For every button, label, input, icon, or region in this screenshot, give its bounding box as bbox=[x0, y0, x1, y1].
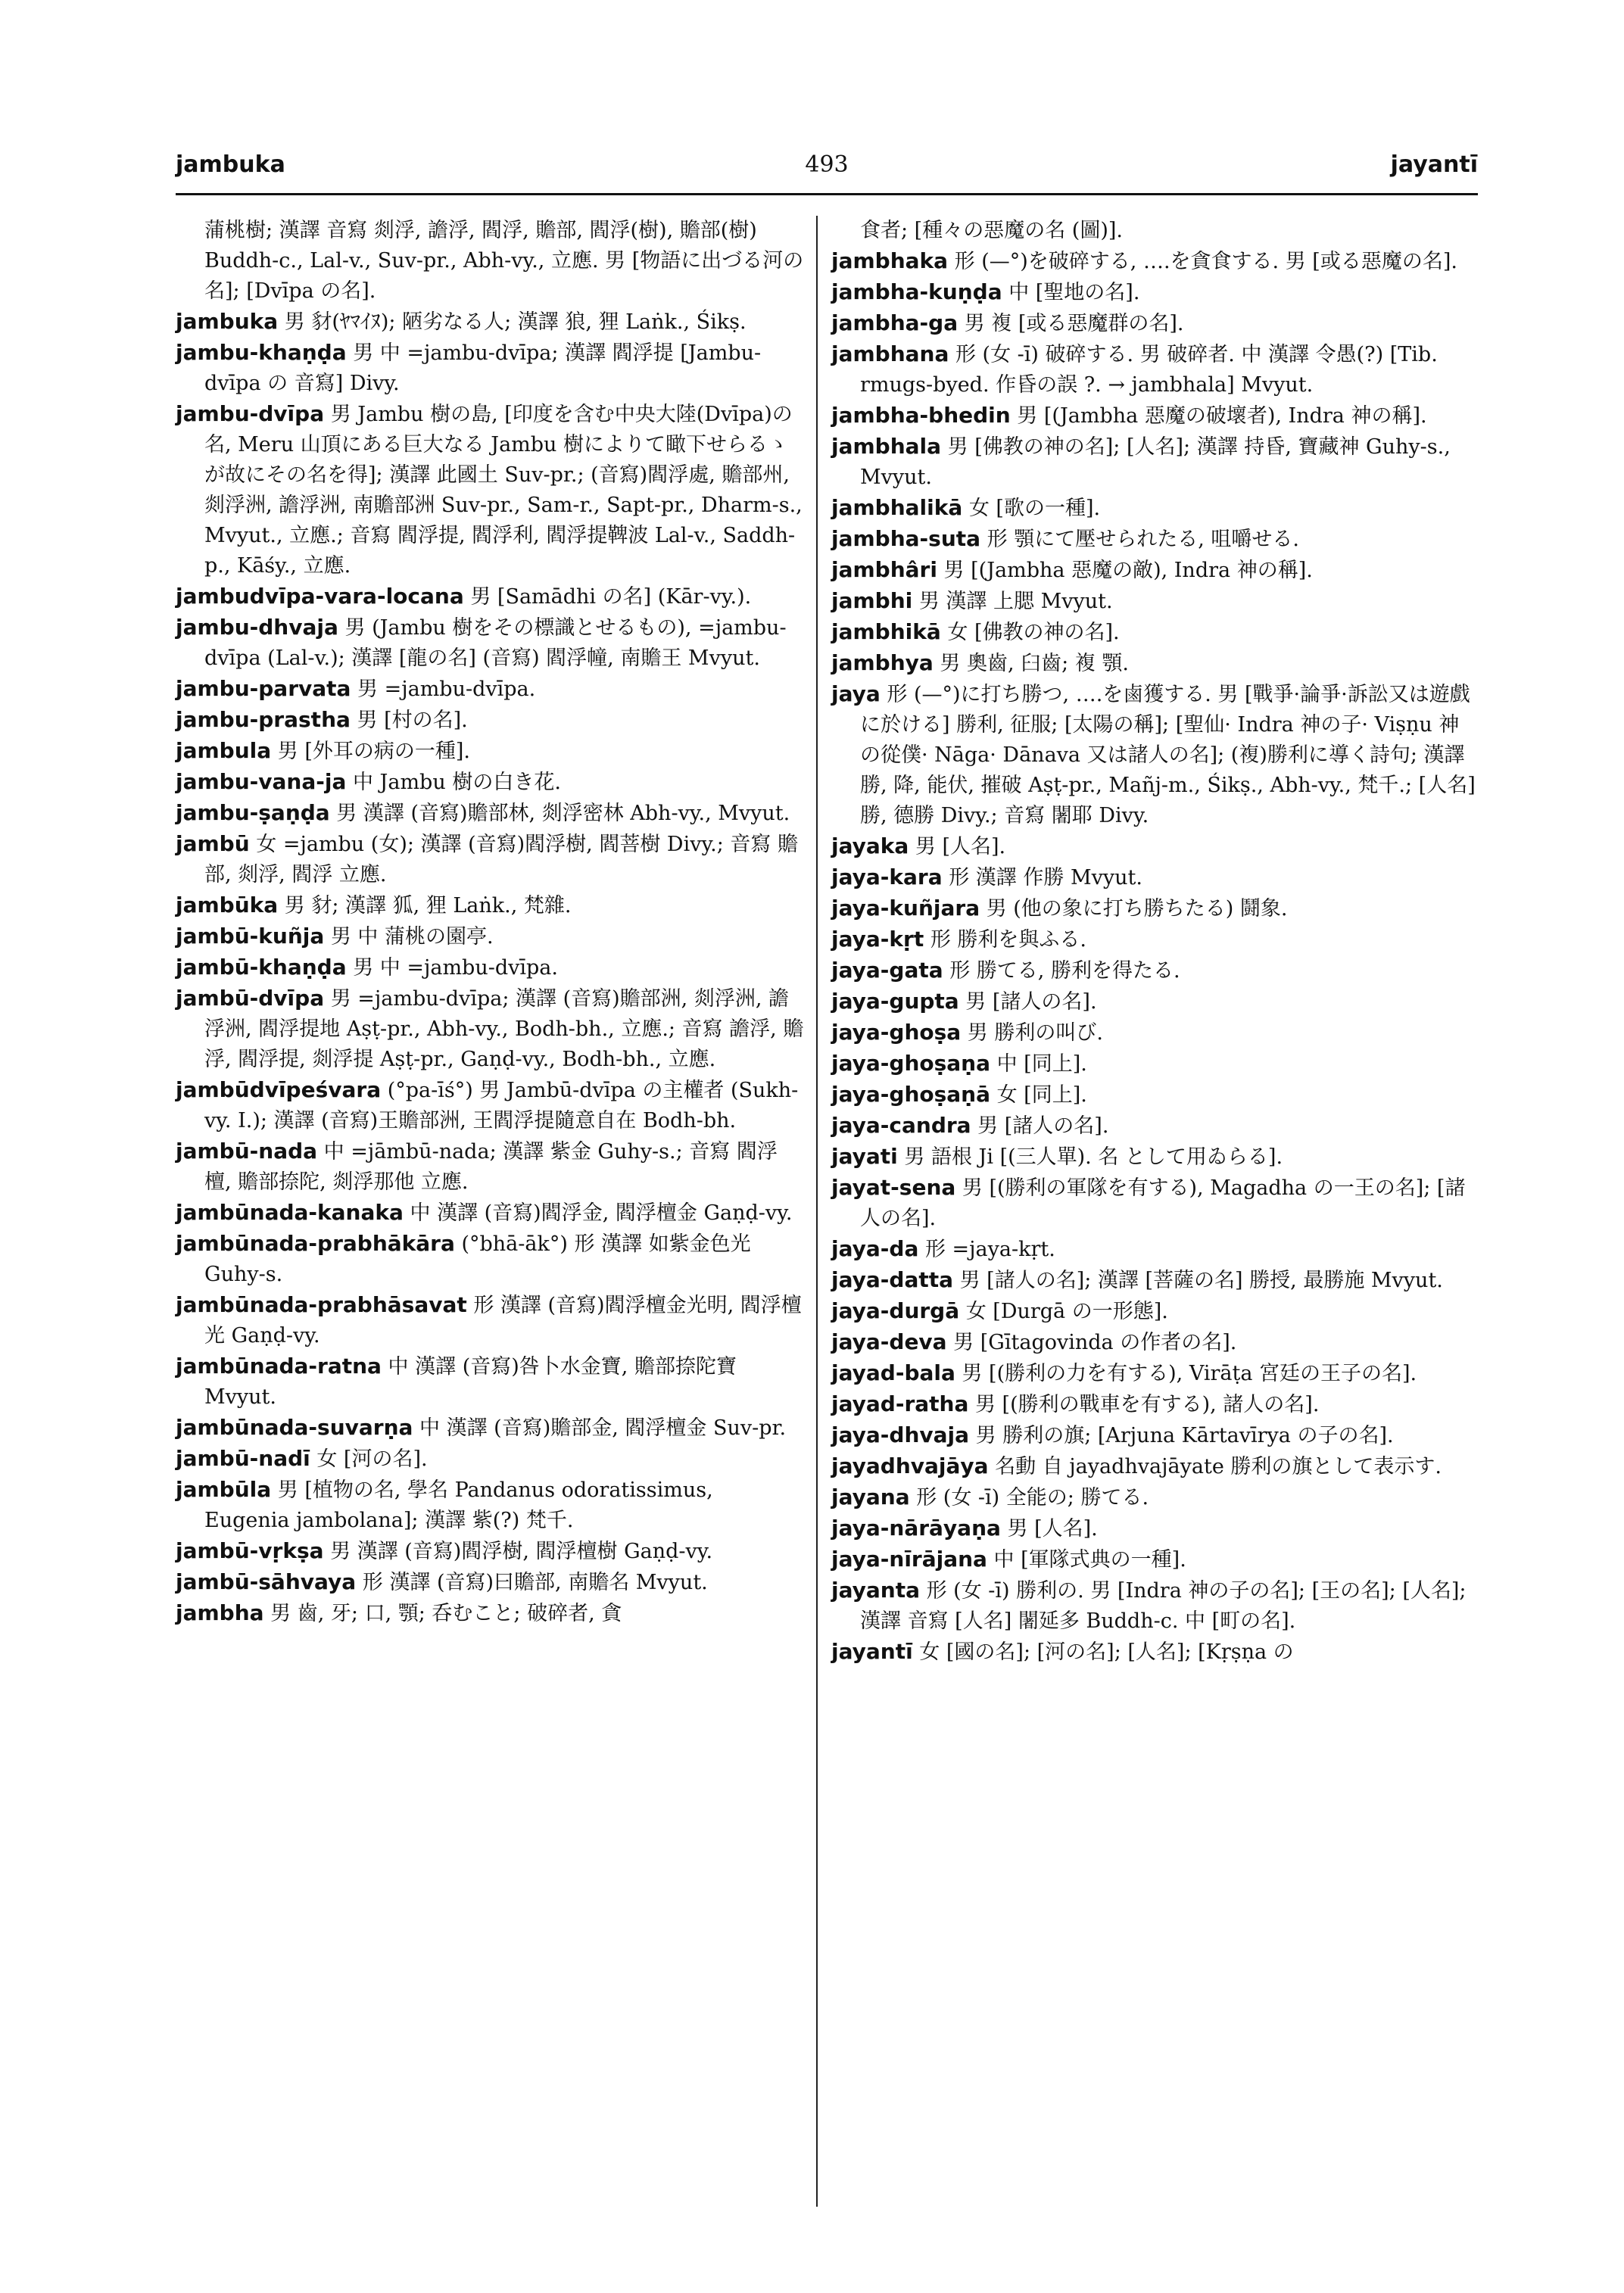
dictionary-entry bbox=[831, 1327, 1479, 1358]
entry-headword: jambūnada-ratna bbox=[176, 1354, 382, 1379]
dictionary-entry bbox=[176, 1136, 804, 1198]
dictionary-entry bbox=[831, 1173, 1479, 1234]
entry-definition: 中 =jāmbū-nada; 漢譯 紫金 Guhy-s.; 音寫 閻浮檀, 贍部捺陀, 剡浮那他 立應. bbox=[204, 1140, 778, 1194]
entry-definition: 形 漢譯 (音寫)閻浮檀金光明, 閻浮檀光 Gaṇḍ-vy. bbox=[204, 1294, 802, 1347]
dictionary-entry bbox=[831, 1142, 1479, 1173]
entry-headword: jambu-vana-ja bbox=[176, 769, 347, 794]
running-head-right: jayantī bbox=[1390, 151, 1478, 178]
entry-headword: jambu-dvīpa bbox=[176, 401, 325, 426]
dictionary-entry bbox=[831, 246, 1479, 277]
entry-headword: jambhi bbox=[831, 588, 913, 613]
entry-definition: 男 [人名]. bbox=[1007, 1517, 1098, 1541]
entry-headword: jayaka bbox=[831, 833, 909, 858]
entry-definition: 男 漢譯 上腮 Mvyut. bbox=[918, 590, 1113, 613]
entry-headword: jambu-khaṇḍa bbox=[176, 340, 347, 365]
entry-headword: jaya-durgā bbox=[831, 1298, 960, 1323]
entry-headword: jambū bbox=[176, 831, 250, 856]
dictionary-entry bbox=[176, 952, 804, 983]
entry-headword: jayadhvajāya bbox=[831, 1453, 989, 1478]
entry-headword: jaya-deva bbox=[831, 1329, 947, 1354]
entry-definition: 男 複 [或る惡魔群の名]. bbox=[964, 312, 1184, 335]
entry-definition: 男 [人名]. bbox=[915, 835, 1006, 858]
entry-headword: jambūnada-prabhāsavat bbox=[176, 1292, 467, 1317]
entry-headword: jambhana bbox=[831, 341, 949, 366]
entry-headword: jaya-gata bbox=[831, 958, 943, 983]
entry-headword: jambha bbox=[176, 1600, 264, 1625]
header-rule bbox=[176, 193, 1478, 195]
dictionary-entry bbox=[831, 893, 1479, 924]
dictionary-entry bbox=[831, 1111, 1479, 1142]
entry-headword: jambūla bbox=[176, 1477, 272, 1502]
dictionary-entry bbox=[831, 1575, 1479, 1637]
entry-headword: jambūdvīpeśvara bbox=[176, 1077, 382, 1102]
entry-definition: 男 [(Jambha 惡魔の破壞者), Indra 神の稱]. bbox=[1017, 404, 1427, 428]
dictionary-entry bbox=[176, 307, 804, 338]
dictionary-entry bbox=[176, 1567, 804, 1598]
entry-definition: 男 [Gītagovinda の作者の名]. bbox=[953, 1331, 1237, 1354]
entry-definition: 形 (—°)を破碎する, ….を貪食する. 男 [或る惡魔の名]. bbox=[954, 250, 1457, 273]
entry-headword: jambūnada-suvarṇa bbox=[176, 1415, 413, 1440]
dictionary-entry bbox=[176, 890, 804, 921]
dictionary-entry bbox=[831, 586, 1479, 617]
left-column bbox=[176, 216, 804, 1629]
dictionary-entry bbox=[831, 493, 1479, 524]
dictionary-entry bbox=[176, 767, 804, 798]
dictionary-entry bbox=[831, 679, 1479, 831]
dictionary-entry bbox=[831, 1048, 1479, 1080]
entry-definition: 中 [同上]. bbox=[996, 1052, 1087, 1076]
entry-definition: 男 =jambu-dvīpa; 漢譯 (音寫)贍部洲, 剡浮洲, 譫浮洲, 閻浮提地 Aṣṭ-pr., Abh-vy., Bodh-bh., 立應.; 音寫 譫浮, 贍浮, 閻浮提, 剡浮提 Aṣṭ-pr., Gaṇḍ-vy., Bodh-bh., 立應. bbox=[204, 987, 804, 1071]
entry-headword: jaya-ghoṣa bbox=[831, 1020, 962, 1045]
dictionary-entry bbox=[831, 308, 1479, 339]
dictionary-entry bbox=[176, 216, 804, 307]
dictionary-entry bbox=[831, 1637, 1479, 1668]
dictionary-entry bbox=[831, 955, 1479, 986]
entry-definition: 男 勝利の叫び. bbox=[967, 1021, 1103, 1045]
entry-headword: jayati bbox=[831, 1144, 898, 1169]
entry-headword: jaya-ghoṣaṇa bbox=[831, 1051, 990, 1076]
entry-definition: 男 [佛教の神の名]; [人名]; 漢譯 持昏, 寶藏神 Guhy-s., Mvyut. bbox=[860, 435, 1451, 489]
entry-definition: 男 中 蒲桃の園亭. bbox=[330, 925, 494, 949]
dictionary-entry bbox=[176, 1598, 804, 1629]
entry-definition: 男 [諸人の名]. bbox=[977, 1114, 1109, 1138]
entry-definition: 女 [國の名]; [河の名]; [人名]; [Kṛṣṇa の bbox=[919, 1640, 1294, 1664]
entry-definition: 女 [河の名]. bbox=[316, 1447, 428, 1471]
dictionary-entry bbox=[176, 1444, 804, 1475]
running-head-left: jambuka bbox=[176, 151, 285, 178]
entry-headword: jaya-datta bbox=[831, 1267, 953, 1292]
dictionary-entry bbox=[176, 1475, 804, 1536]
entry-definition: 形 漢譯 (音寫)曰贍部, 南贍名 Mvyut. bbox=[362, 1571, 708, 1594]
dictionary-entry bbox=[176, 798, 804, 829]
dictionary-entry bbox=[831, 831, 1479, 862]
entry-definition: 女 [同上]. bbox=[996, 1083, 1087, 1107]
dictionary-entry bbox=[176, 983, 804, 1075]
entry-headword: jambhala bbox=[831, 434, 942, 459]
dictionary-entry bbox=[176, 1290, 804, 1351]
entry-definition: 男 [諸人の名]. bbox=[965, 990, 1097, 1014]
dictionary-entry bbox=[831, 400, 1479, 431]
entry-definition: 形 勝てる, 勝利を得たる. bbox=[949, 959, 1180, 983]
entry-headword: jayanta bbox=[831, 1578, 920, 1603]
dictionary-entry bbox=[831, 924, 1479, 955]
page-header bbox=[176, 151, 1478, 189]
entry-headword: jambū-nada bbox=[176, 1139, 318, 1164]
entry-definition: 男 奧齒, 臼齒; 複 顎. bbox=[940, 652, 1129, 675]
entry-headword: jaya-gupta bbox=[831, 989, 959, 1014]
entry-definition: 男 =jambu-dvīpa. bbox=[357, 678, 536, 701]
entry-definition: 中 漢譯 (音寫)閻浮金, 閻浮檀金 Gaṇḍ-vy. bbox=[410, 1201, 793, 1225]
entry-headword: jambūka bbox=[176, 893, 279, 918]
entry-definition: 男 [(勝利の力を有する), Virāṭa 宮廷の王子の名]. bbox=[962, 1362, 1417, 1385]
entry-headword: jaya-kuñjara bbox=[831, 896, 980, 921]
entry-headword: jambu-dhvaja bbox=[176, 615, 338, 640]
entry-headword: jaya-kara bbox=[831, 865, 943, 889]
entry-headword: jambūnada-prabhākāra bbox=[176, 1231, 455, 1256]
entry-headword: jayad-bala bbox=[831, 1360, 955, 1385]
entry-definition: 形 勝利を與ふる. bbox=[930, 928, 1086, 952]
entry-headword: jambū-kuñja bbox=[176, 924, 325, 949]
dictionary-entry bbox=[831, 1296, 1479, 1327]
dictionary-entry bbox=[831, 524, 1479, 555]
entry-headword: jambuka bbox=[176, 309, 279, 334]
entry-definition: 男 [(Jambha 惡魔の敵), Indra 神の稱]. bbox=[943, 559, 1313, 582]
dictionary-entry bbox=[176, 1198, 804, 1229]
entry-headword: jambhya bbox=[831, 650, 934, 675]
entry-headword: jaya-ghoṣaṇā bbox=[831, 1082, 990, 1107]
dictionary-entry bbox=[176, 1536, 804, 1567]
entry-definition: 男 齒, 牙; 口, 顎; 呑むこと; 破碎者, 貪 bbox=[270, 1602, 622, 1625]
dictionary-entry bbox=[176, 1075, 804, 1136]
entry-definition: 中 [軍隊式典の一種]. bbox=[993, 1548, 1186, 1572]
entry-headword: jambū-vṛkṣa bbox=[176, 1538, 324, 1563]
entry-definition: 男 勝利の旗; [Arjuna Kārtavīrya の子の名]. bbox=[975, 1424, 1394, 1447]
dictionary-entry bbox=[176, 829, 804, 890]
entry-headword: jambū-khaṇḍa bbox=[176, 955, 347, 980]
entry-headword: jaya bbox=[831, 681, 881, 706]
entry-headword: jambu-ṣaṇḍa bbox=[176, 800, 330, 825]
column-divider bbox=[816, 216, 818, 2207]
entry-definition: 男 [(勝利の軍隊を有する), Magadha の一王の名]; [諸人の名]. bbox=[860, 1176, 1466, 1230]
entry-headword: jambu-parvata bbox=[176, 676, 351, 701]
entry-headword: jambha-bhedin bbox=[831, 403, 1011, 428]
dictionary-entry bbox=[176, 581, 804, 612]
dictionary-entry bbox=[831, 986, 1479, 1017]
dictionary-entry bbox=[831, 1265, 1479, 1296]
entry-definition: 形 顎にて壓せられたる, 咀嚼せる. bbox=[987, 528, 1299, 551]
entry-definition: 形 (女 -ī) 全能の; 勝てる. bbox=[916, 1486, 1149, 1509]
entry-definition: 男 (他の象に打ち勝ちたる) 鬪象. bbox=[986, 897, 1288, 921]
entry-definition: 蒲桃樹; 漢譯 音寫 剡浮, 譫浮, 閻浮, 贍部, 閻浮(樹), 贍部(樹) Buddh-c., Lal-v., Suv-pr., Abh-vy., 立應. 男 [物語に出づる河の名]; [Dvīpa の名]. bbox=[204, 219, 804, 303]
dictionary-entry bbox=[831, 1544, 1479, 1575]
entry-definition: 中 Jambu 樹の白き花. bbox=[352, 771, 561, 794]
entry-headword: jambhikā bbox=[831, 619, 941, 644]
entry-definition: (°pa-īś°) 男 Jambū-dvīpa の主權者 (Sukh-vy. I.); 漢譯 (音寫)王贍部洲, 王閻浮提隨意自在 Bodh-bh. bbox=[204, 1079, 799, 1132]
entry-definition: 形 漢譯 作勝 Mvyut. bbox=[949, 866, 1142, 889]
dictionary-entry bbox=[176, 736, 804, 767]
entry-headword: jambū-nadī bbox=[176, 1446, 310, 1471]
entry-headword: jambhaka bbox=[831, 248, 949, 273]
dictionary-entry bbox=[176, 1351, 804, 1413]
entry-definition: 男 [植物の名, 學名 Pandanus odoratissimus, Eugenia jambolana]; 漢譯 紫(?) 梵千. bbox=[204, 1478, 713, 1532]
right-column bbox=[831, 216, 1479, 1668]
entry-definition: 男 [Samādhi の名] (Kār-vy.). bbox=[470, 585, 752, 609]
entry-headword: jambudvīpa-vara-locana bbox=[176, 584, 464, 609]
entry-headword: jambūnada-kanaka bbox=[176, 1200, 404, 1225]
entry-definition: 中 漢譯 (音寫)贍部金, 閻浮檀金 Suv-pr. bbox=[419, 1416, 787, 1440]
entry-definition: 女 [Durgā の一形態]. bbox=[965, 1300, 1168, 1323]
entry-headword: jambha-suta bbox=[831, 526, 981, 551]
dictionary-entry bbox=[176, 1229, 804, 1290]
entry-definition: (°bhā-āk°) 形 漢譯 如紫金色光 Guhy-s. bbox=[204, 1232, 751, 1286]
entry-headword: jaya-da bbox=[831, 1236, 919, 1261]
dictionary-entry bbox=[831, 1358, 1479, 1389]
dictionary-entry bbox=[831, 555, 1479, 586]
entry-definition: 名動 自 jayadhvajāyate 勝利の旗として表示す. bbox=[995, 1455, 1442, 1478]
entry-definition: 男 Jambu 樹の島, [印度を含む中央大陸(Dvīpa)の名, Meru 山頂にある巨大なる Jambu 樹によりて瞰下せらるゝが故にその名を得]; 漢譯 此國土 Suv-pr.; (音寫)閻浮處, 贍部州, 剡浮洲, 譫浮洲, 南贍部洲 Suv-pr., Sam-r., Sapt-pr., Dharm-s., Mvyut., 立應.; 音寫 閻浮提, 閻浮利, 閻浮提鞞波 Lal-v., Saddh-p., Kāśy., 立應. bbox=[204, 403, 803, 578]
entry-definition: 中 漢譯 (音寫)咎卜水金寶, 贍部捺陀寶 Mvyut. bbox=[204, 1355, 737, 1409]
entry-definition: 男 中 =jambu-dvīpa; 漢譯 閻浮提 [Jambu-dvīpa の 音寫] Divy. bbox=[204, 341, 762, 395]
entry-definition: 男 豺(ﾔﾏｲﾇ); 陋劣なる人; 漢譯 狼, 狸 Laṅk., Śikṣ. bbox=[284, 310, 747, 334]
dictionary-entry bbox=[831, 1017, 1479, 1048]
dictionary-entry bbox=[831, 339, 1479, 400]
entry-headword: jaya-nīrājana bbox=[831, 1547, 987, 1572]
dictionary-entry bbox=[831, 862, 1479, 893]
entry-definition: 男 [外耳の病の一種]. bbox=[277, 740, 470, 763]
entry-headword: jayantī bbox=[831, 1639, 913, 1664]
entry-definition: 女 =jambu (女); 漢譯 (音寫)閻浮樹, 閻菩樹 Divy.; 音寫 贍部, 剡浮, 閻浮 立應. bbox=[204, 833, 798, 886]
entry-definition: 男 [諸人の名]; 漢譯 [菩薩の名] 勝授, 最勝施 Mvyut. bbox=[959, 1269, 1443, 1292]
entry-headword: jaya-dhvaja bbox=[831, 1422, 970, 1447]
entry-headword: jambū-dvīpa bbox=[176, 986, 325, 1011]
entry-headword: jambha-ga bbox=[831, 310, 959, 335]
entry-headword: jambula bbox=[176, 738, 272, 763]
dictionary-entry bbox=[831, 1420, 1479, 1451]
dictionary-entry bbox=[831, 1234, 1479, 1265]
entry-definition: 形 =jaya-kṛt. bbox=[924, 1238, 1055, 1261]
entry-definition: 男 漢譯 (音寫)贍部林, 剡浮密林 Abh-vy., Mvyut. bbox=[336, 802, 790, 825]
entry-definition: 形 (女 -ī) 破碎する. 男 破碎者. 中 漢譯 令愚(?) [Tib. rmugs-byed. 作昏の誤 ?. → jambhala] Mvyut. bbox=[860, 343, 1438, 397]
entry-definition: 男 語根 Ji [(三人單). 名 として用ゐらる]. bbox=[904, 1145, 1283, 1169]
entry-definition: 男 漢譯 (音寫)閻浮樹, 閻浮檀樹 Gaṇḍ-vy. bbox=[330, 1540, 713, 1563]
entry-headword: jambū-sāhvaya bbox=[176, 1569, 357, 1594]
entry-headword: jaya-kṛt bbox=[831, 927, 924, 952]
entry-definition: 男 [村の名]. bbox=[357, 709, 468, 732]
dictionary-entry bbox=[176, 338, 804, 399]
entry-definition: 男 中 =jambu-dvīpa. bbox=[353, 956, 558, 980]
entry-headword: jaya-candra bbox=[831, 1113, 971, 1138]
entry-headword: jayana bbox=[831, 1485, 910, 1509]
entry-definition: 女 [佛教の神の名]. bbox=[947, 621, 1120, 644]
entry-definition: 男 (Jambu 樹をその標識とせるもの), =jambu-dvīpa (Lal-v.); 漢譯 [龍の名] (音寫) 閻浮幢, 南贍王 Mvyut. bbox=[204, 616, 787, 670]
entry-definition: 男 豺; 漢譯 狐, 狸 Laṅk., 梵雜. bbox=[284, 894, 572, 918]
entry-definition: 食者; [種々の惡魔の名 (圖)]. bbox=[860, 219, 1123, 242]
dictionary-entry bbox=[831, 1451, 1479, 1482]
entry-headword: jambhâri bbox=[831, 557, 937, 582]
dictionary-entry bbox=[831, 277, 1479, 308]
dictionary-entry bbox=[176, 1413, 804, 1444]
dictionary-entry bbox=[831, 216, 1479, 246]
dictionary-entry bbox=[831, 648, 1479, 679]
dictionary-entry bbox=[176, 921, 804, 952]
entry-definition: 形 (女 -ī) 勝利の. 男 [Indra 神の子の名]; [王の名]; [人名]; 漢譯 音寫 [人名] 闍延多 Buddh-c. 中 [町の名]. bbox=[860, 1579, 1467, 1633]
dictionary-entry bbox=[831, 1389, 1479, 1420]
dictionary-entry bbox=[176, 705, 804, 736]
dictionary-entry bbox=[831, 1513, 1479, 1544]
entry-definition: 形 (—°)に打ち勝つ, ….を鹵獲する. 男 [戰爭·論爭·訴訟又は遊戲に於ける] 勝利, 征服; [太陽の稱]; [聖仙· Indra 神の子· Viṣṇu 神の從僕· Nāga· Dānava 又は諸人の名]; (複)勝利に導く詩句; 漢譯 勝, 降, 能伏, 摧破 Aṣṭ-pr., Mañj-m., Śikṣ., Abh-vy., 梵千.; [人名] 勝, 德勝 Divy.; 音寫 闍耶 Divy. bbox=[860, 683, 1476, 827]
entry-definition: 男 [(勝利の戰車を有する), 諸人の名]. bbox=[974, 1393, 1320, 1416]
entry-headword: jambu-prastha bbox=[176, 707, 351, 732]
dictionary-entry bbox=[831, 1080, 1479, 1111]
dictionary-entry bbox=[831, 617, 1479, 648]
dictionary-entry bbox=[831, 431, 1479, 493]
entry-headword: jambhalikā bbox=[831, 495, 963, 520]
dictionary-entry bbox=[176, 612, 804, 674]
entry-headword: jaya-nārāyaṇa bbox=[831, 1516, 1001, 1541]
entry-headword: jayad-ratha bbox=[831, 1391, 969, 1416]
dictionary-entry bbox=[831, 1482, 1479, 1513]
dictionary-entry bbox=[176, 399, 804, 581]
entry-headword: jambha-kuṇḍa bbox=[831, 279, 1002, 304]
entry-definition: 中 [聖地の名]. bbox=[1008, 281, 1140, 304]
page-number: 493 bbox=[805, 151, 849, 178]
entry-definition: 女 [歌の一種]. bbox=[968, 497, 1101, 520]
dictionary-entry bbox=[176, 674, 804, 705]
entry-headword: jayat-sena bbox=[831, 1175, 956, 1200]
